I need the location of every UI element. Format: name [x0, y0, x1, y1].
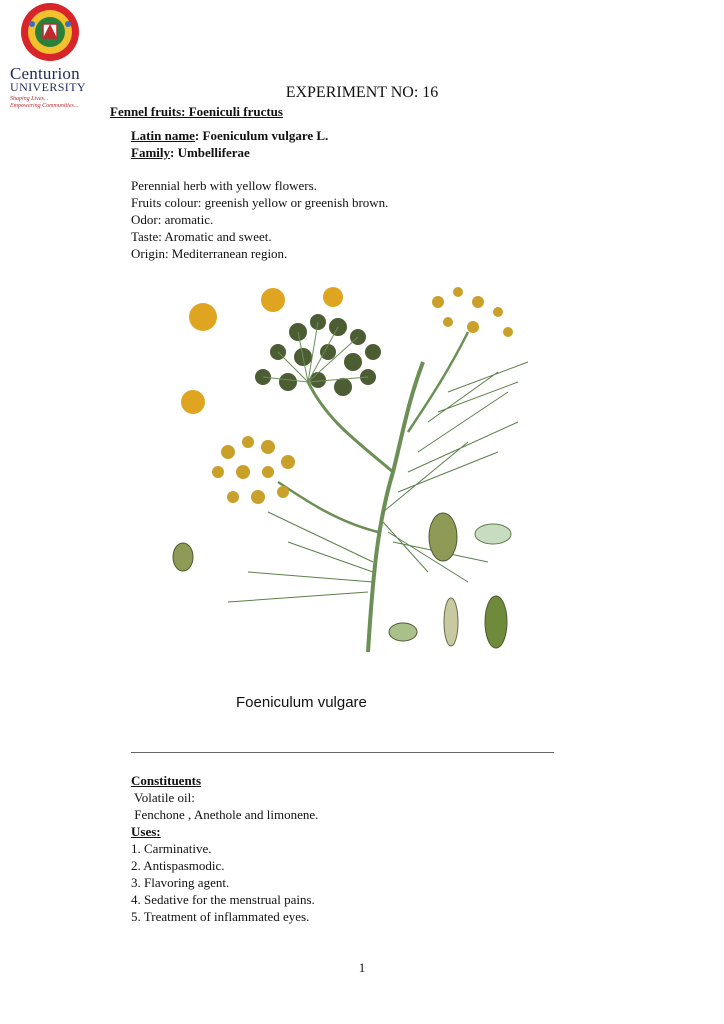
experiment-subtitle: Fennel fruits: Foeniculi fructus	[110, 104, 283, 119]
figure-caption: Foeniculum vulgare	[236, 694, 367, 711]
logo-tagline-line1: Shaping Lives...	[10, 96, 49, 102]
constituents-heading: Constituents	[131, 773, 202, 788]
description-line: Fruits colour: greenish yellow or greenish brown.	[131, 195, 389, 210]
uses-heading: Uses:	[131, 824, 161, 839]
family-row	[131, 144, 250, 161]
page-number: 1	[358, 960, 366, 975]
description-line: Odor: aromatic.	[131, 212, 214, 227]
use-item: 2. Antispasmodic.	[131, 858, 225, 873]
experiment-title: EXPERIMENT NO: 16	[285, 84, 439, 101]
family-value: : Umbelliferae	[170, 145, 250, 160]
use-item: 4. Sedative for the menstrual pains.	[131, 892, 315, 907]
logo-wordmark-line2: UNIVERSITY	[10, 80, 86, 94]
latin-name-row	[131, 127, 328, 144]
constituent-line: Volatile oil:	[131, 790, 195, 805]
description-line: Origin: Mediterranean region.	[131, 246, 288, 261]
divider	[131, 752, 554, 753]
description-line: Taste: Aromatic and sweet.	[131, 229, 272, 244]
fennel-plant-icon	[168, 272, 554, 692]
fennel-illustration	[168, 272, 554, 752]
use-item: 5. Treatment of inflammated eyes.	[131, 909, 310, 924]
family-label: Family	[131, 145, 170, 160]
latin-name-label: Latin name	[131, 128, 195, 143]
logo-wordmark-line1: Centurion	[10, 64, 80, 83]
description-line: Perennial herb with yellow flowers.	[131, 178, 317, 193]
latin-name-value: : Foeniculum vulgare L.	[194, 128, 329, 143]
use-item: 1. Carminative.	[131, 841, 212, 856]
logo-tagline-line2: Empowering Communities...	[10, 103, 79, 109]
use-item: 3. Flavoring agent.	[131, 875, 230, 890]
seal-icon	[10, 2, 90, 66]
constituent-line: Fenchone , Anethole and limonene.	[131, 807, 319, 822]
